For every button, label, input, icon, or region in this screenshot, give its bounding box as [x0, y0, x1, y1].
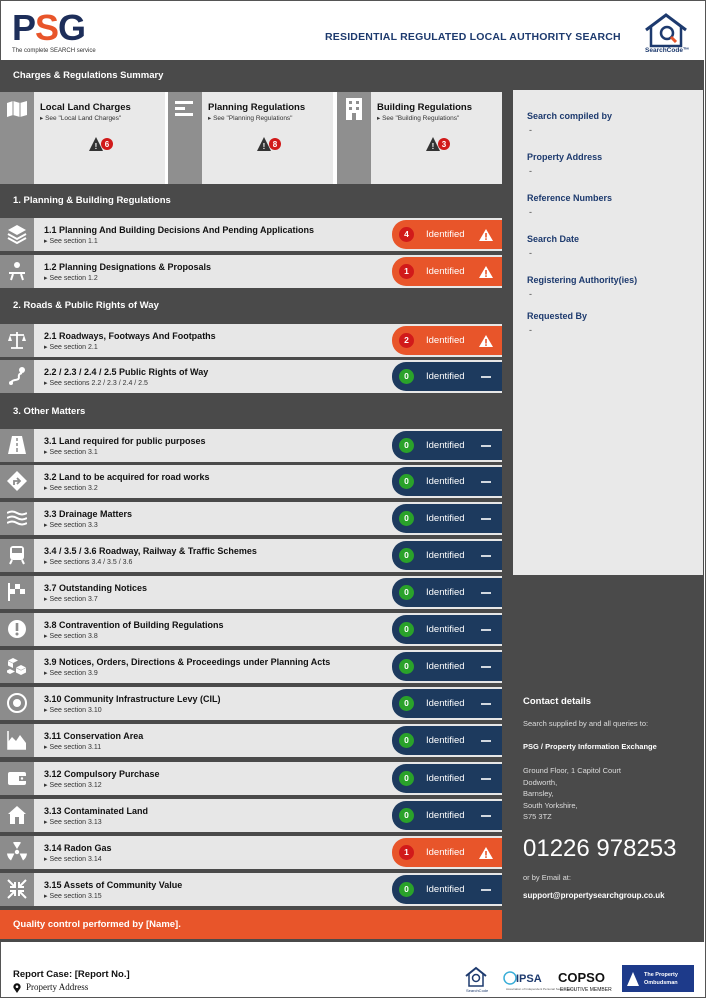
section-heading-1: 1. Planning & Building Regulations [0, 187, 502, 215]
status-label: Identified [426, 371, 465, 382]
count-badge: 0 [399, 696, 414, 711]
count-badge: 0 [399, 659, 414, 674]
item-section-link[interactable]: ▸ See section 3.14 [44, 856, 102, 863]
status-label: Identified [426, 661, 465, 672]
warning-icon [256, 136, 282, 158]
contact-intro: Search supplied by and all queries to: [523, 719, 649, 728]
summary-title: Building Regulations [377, 102, 472, 113]
scales-icon [7, 330, 27, 350]
status-badge [392, 838, 502, 867]
contact-phone[interactable]: 01226 978253 [523, 834, 677, 862]
property-ombudsman-badge [622, 965, 694, 992]
item-row[interactable] [0, 360, 502, 393]
count-badge: 0 [399, 474, 414, 489]
item-section-link[interactable]: ▸ See section 3.12 [44, 782, 102, 789]
item-title: 2.1 Roadways, Footways And Footpaths [44, 331, 216, 341]
search-info-panel [513, 90, 703, 575]
status-badge [392, 541, 502, 570]
status-label: Identified [426, 513, 465, 524]
contact-details [523, 696, 677, 900]
item-title: 3.4 / 3.5 / 3.6 Roadway, Railway & Traffic Schemes [44, 546, 257, 556]
water-icon [7, 508, 27, 528]
summary-title: Planning Regulations [208, 102, 306, 113]
wallet-icon [7, 768, 27, 788]
summary-building-regulations[interactable] [337, 92, 502, 184]
searchcode-logo [642, 12, 690, 56]
count-badge: 0 [399, 548, 414, 563]
item-section-link[interactable]: ▸ See section 3.3 [44, 522, 98, 529]
dash-icon [478, 771, 494, 787]
dash-icon [478, 696, 494, 712]
status-label: Identified [426, 847, 465, 858]
item-title: 3.2 Land to be acquired for road works [44, 472, 210, 482]
item-title: 3.7 Outstanding Notices [44, 583, 148, 593]
summary-heading: Charges & Regulations Summary [0, 62, 502, 90]
contact-email-intro: or by Email at: [523, 872, 571, 882]
info-label: Requested By [527, 311, 588, 321]
svg-text:IPSA: IPSA [516, 973, 542, 985]
dash-icon [478, 585, 494, 601]
status-badge [392, 875, 502, 904]
searchcode-badge [466, 968, 489, 993]
dash-icon [478, 882, 494, 898]
radiation-icon [7, 842, 27, 862]
item-row[interactable] [0, 429, 502, 462]
dash-icon [478, 474, 494, 490]
report-case: Report Case: [Report No.] [13, 969, 130, 980]
blocks-icon [7, 656, 27, 676]
count-badge: 0 [399, 882, 414, 897]
svg-text:!: ! [94, 142, 98, 151]
status-label: Identified [426, 773, 465, 784]
logo-tagline: The complete SEARCH service [12, 48, 96, 54]
building-icon [346, 98, 362, 120]
summary-local-land-charges[interactable] [0, 92, 165, 184]
item-title: 3.8 Contravention of Building Regulations [44, 620, 224, 630]
section-heading-3: 3. Other Matters [0, 398, 502, 426]
item-row[interactable] [0, 218, 502, 251]
svg-text:COPSO: COPSO [558, 970, 605, 985]
count-badge: 4 [399, 227, 414, 242]
item-section-link[interactable]: ▸ See section 2.1 [44, 344, 98, 351]
item-section-link[interactable]: ▸ See section 3.11 [44, 744, 102, 751]
item-section-link[interactable]: ▸ See section 3.1 [44, 449, 98, 456]
status-label: Identified [426, 229, 465, 240]
count-badge: 0 [399, 585, 414, 600]
svg-text:6: 6 [104, 140, 110, 149]
contact-company: PSG / Property Information Exchange [523, 742, 657, 751]
item-row[interactable] [0, 762, 502, 795]
summary-planning-regulations[interactable] [168, 92, 333, 184]
document-title: RESIDENTIAL REGULATED LOCAL AUTHORITY SEARCH [325, 31, 621, 43]
dash-icon [478, 808, 494, 824]
road-icon [7, 435, 27, 455]
item-title: 2.2 / 2.3 / 2.4 / 2.5 Public Rights of Way [44, 367, 209, 377]
road-sign-icon [7, 471, 27, 491]
arrows-in-icon [7, 879, 27, 899]
item-row[interactable] [0, 836, 502, 869]
item-section-link[interactable]: ▸ See sections 2.2 / 2.3 / 2.4 / 2.5 [44, 380, 148, 387]
info-value: - [529, 289, 532, 299]
contact-address: Ground Floor, 1 Capitol Court Dodworth, Barnsley, South Yorkshire, S75 3TZ [523, 766, 621, 821]
status-label: Identified [426, 335, 465, 346]
dash-icon [478, 548, 494, 564]
item-row[interactable] [0, 799, 502, 832]
item-title: 3.1 Land required for public purposes [44, 436, 206, 446]
status-badge [392, 504, 502, 533]
flag-icon [7, 582, 27, 602]
status-label: Identified [426, 266, 465, 277]
dash-icon [478, 369, 494, 385]
count-badge: 0 [399, 808, 414, 823]
psg-logo: PSG The complete SEARCH service [12, 7, 96, 54]
house-icon [7, 805, 27, 825]
info-value: - [529, 207, 532, 217]
item-row[interactable] [0, 873, 502, 906]
count-badge: 1 [399, 264, 414, 279]
item-row[interactable] [0, 650, 502, 683]
status-badge [392, 726, 502, 755]
dash-icon [478, 733, 494, 749]
status-label: Identified [426, 624, 465, 635]
copso-badge [558, 970, 612, 993]
svg-text:Ombudsman: Ombudsman [644, 980, 678, 986]
area-chart-icon [7, 730, 27, 750]
item-section-link[interactable]: ▸ See section 3.9 [44, 670, 98, 677]
item-title: 3.15 Assets of Community Value [44, 880, 183, 890]
item-section-link[interactable]: ▸ See section 3.7 [44, 596, 98, 603]
count-badge: 1 [399, 845, 414, 860]
svg-text:!: ! [431, 142, 435, 151]
count-badge: 0 [399, 622, 414, 637]
summary-panel [0, 92, 502, 184]
item-row[interactable] [0, 724, 502, 757]
item-row[interactable] [0, 539, 502, 572]
item-row[interactable] [0, 324, 502, 357]
status-label: Identified [426, 440, 465, 451]
section-heading-2: 2. Roads & Public Rights of Way [0, 292, 502, 320]
status-badge [392, 220, 502, 249]
info-value: - [529, 166, 532, 176]
contact-heading: Contact details [523, 696, 592, 707]
status-label: Identified [426, 810, 465, 821]
item-title: 3.12 Compulsory Purchase [44, 769, 160, 779]
status-badge [392, 467, 502, 496]
svg-text:3: 3 [441, 140, 447, 149]
summary-sub: ▸ See "Building Regulations" [377, 115, 460, 122]
status-badge [392, 801, 502, 830]
status-badge [392, 362, 502, 391]
status-badge [392, 615, 502, 644]
item-title: 3.11 Conservation Area [44, 731, 144, 741]
warning-icon [478, 264, 494, 280]
item-row[interactable] [0, 502, 502, 535]
svg-text:Association of Independent Per: Association of Independent Personal Search Agents [506, 987, 576, 991]
svg-text:EXECUTIVE MEMBER: EXECUTIVE MEMBER [560, 987, 612, 993]
info-label: Search compiled by [527, 111, 613, 121]
target-icon [7, 693, 27, 713]
warning-icon [425, 136, 451, 158]
warning-icon [478, 845, 494, 861]
item-section-link[interactable]: ▸ See section 1.1 [44, 238, 98, 245]
route-icon [7, 366, 27, 386]
accreditation-badges [462, 964, 702, 992]
summary-sub: ▸ See "Planning Regulations" [208, 115, 293, 122]
footer-property-address: Property Address [26, 982, 89, 992]
item-section-link[interactable]: ▸ See section 3.8 [44, 633, 98, 640]
status-label: Identified [426, 587, 465, 598]
summary-title: Local Land Charges [40, 102, 131, 113]
stack-icon [7, 224, 27, 244]
info-label: Search Date [527, 234, 580, 244]
item-section-link[interactable]: ▸ See section 3.2 [44, 485, 98, 492]
svg-text:The Property: The Property [644, 972, 678, 978]
dash-icon [478, 622, 494, 638]
warning-icon [88, 136, 114, 158]
status-badge [392, 652, 502, 681]
status-label: Identified [426, 698, 465, 709]
map-icon [6, 100, 28, 118]
info-label: Registering Authority(ies) [527, 275, 638, 285]
list-icon [175, 101, 195, 117]
item-row[interactable] [0, 687, 502, 720]
info-label: Property Address [527, 152, 603, 162]
item-title: 1.1 Planning And Building Decisions And Pending Applications [44, 225, 315, 235]
count-badge: 0 [399, 733, 414, 748]
dash-icon [478, 659, 494, 675]
info-value: - [529, 248, 532, 258]
item-title: 3.3 Drainage Matters [44, 509, 133, 519]
item-section-link[interactable]: ▸ See section 3.10 [44, 707, 102, 714]
info-value: - [529, 325, 532, 335]
svg-text:!: ! [262, 142, 266, 151]
info-value: - [529, 125, 532, 135]
item-section-link[interactable]: ▸ See section 1.2 [44, 275, 98, 282]
status-badge [392, 689, 502, 718]
status-badge [392, 764, 502, 793]
person-icon [7, 261, 27, 281]
summary-sub: ▸ See "Local Land Charges" [40, 115, 122, 122]
item-row[interactable] [0, 255, 502, 288]
item-section-link[interactable]: ▸ See sections 3.4 / 3.5 / 3.6 [44, 559, 133, 566]
count-badge: 0 [399, 369, 414, 384]
dash-icon [478, 438, 494, 454]
item-title: 3.9 Notices, Orders, Directions & Proceedings under Planning Acts [44, 657, 331, 667]
status-label: Identified [426, 735, 465, 746]
item-title: 1.2 Planning Designations & Proposals [44, 262, 212, 272]
warning-icon [478, 333, 494, 349]
count-badge: 0 [399, 771, 414, 786]
status-label: Identified [426, 550, 465, 561]
warning-icon [478, 227, 494, 243]
svg-text:SearchCode: SearchCode [466, 988, 489, 993]
item-title: 3.14 Radon Gas [44, 843, 112, 853]
status-label: Identified [426, 884, 465, 895]
item-row[interactable] [0, 576, 502, 609]
count-badge: 0 [399, 438, 414, 453]
train-icon [7, 545, 27, 565]
searchcode-label: SearchCode™ [645, 47, 690, 54]
status-badge [392, 578, 502, 607]
exclamation-icon [7, 619, 27, 639]
status-badge [392, 257, 502, 286]
contact-email[interactable]: support@propertysearchgroup.co.uk [523, 890, 665, 900]
status-label: Identified [426, 476, 465, 487]
svg-text:8: 8 [272, 140, 278, 149]
count-badge: 2 [399, 333, 414, 348]
count-badge: 0 [399, 511, 414, 526]
status-badge [392, 326, 502, 355]
item-row[interactable] [0, 465, 502, 498]
status-badge [392, 431, 502, 460]
quality-control-bar: Quality control performed by [Name]. [0, 910, 502, 939]
item-title: 3.13 Contaminated Land [44, 806, 149, 816]
dash-icon [478, 511, 494, 527]
item-title: 3.10 Community Infrastructure Levy (CIL) [44, 694, 221, 704]
item-section-link[interactable]: ▸ See section 3.13 [44, 819, 102, 826]
item-section-link[interactable]: ▸ See section 3.15 [44, 893, 102, 900]
info-label: Reference Numbers [527, 193, 613, 203]
location-pin-icon [13, 983, 21, 993]
item-row[interactable] [0, 613, 502, 646]
